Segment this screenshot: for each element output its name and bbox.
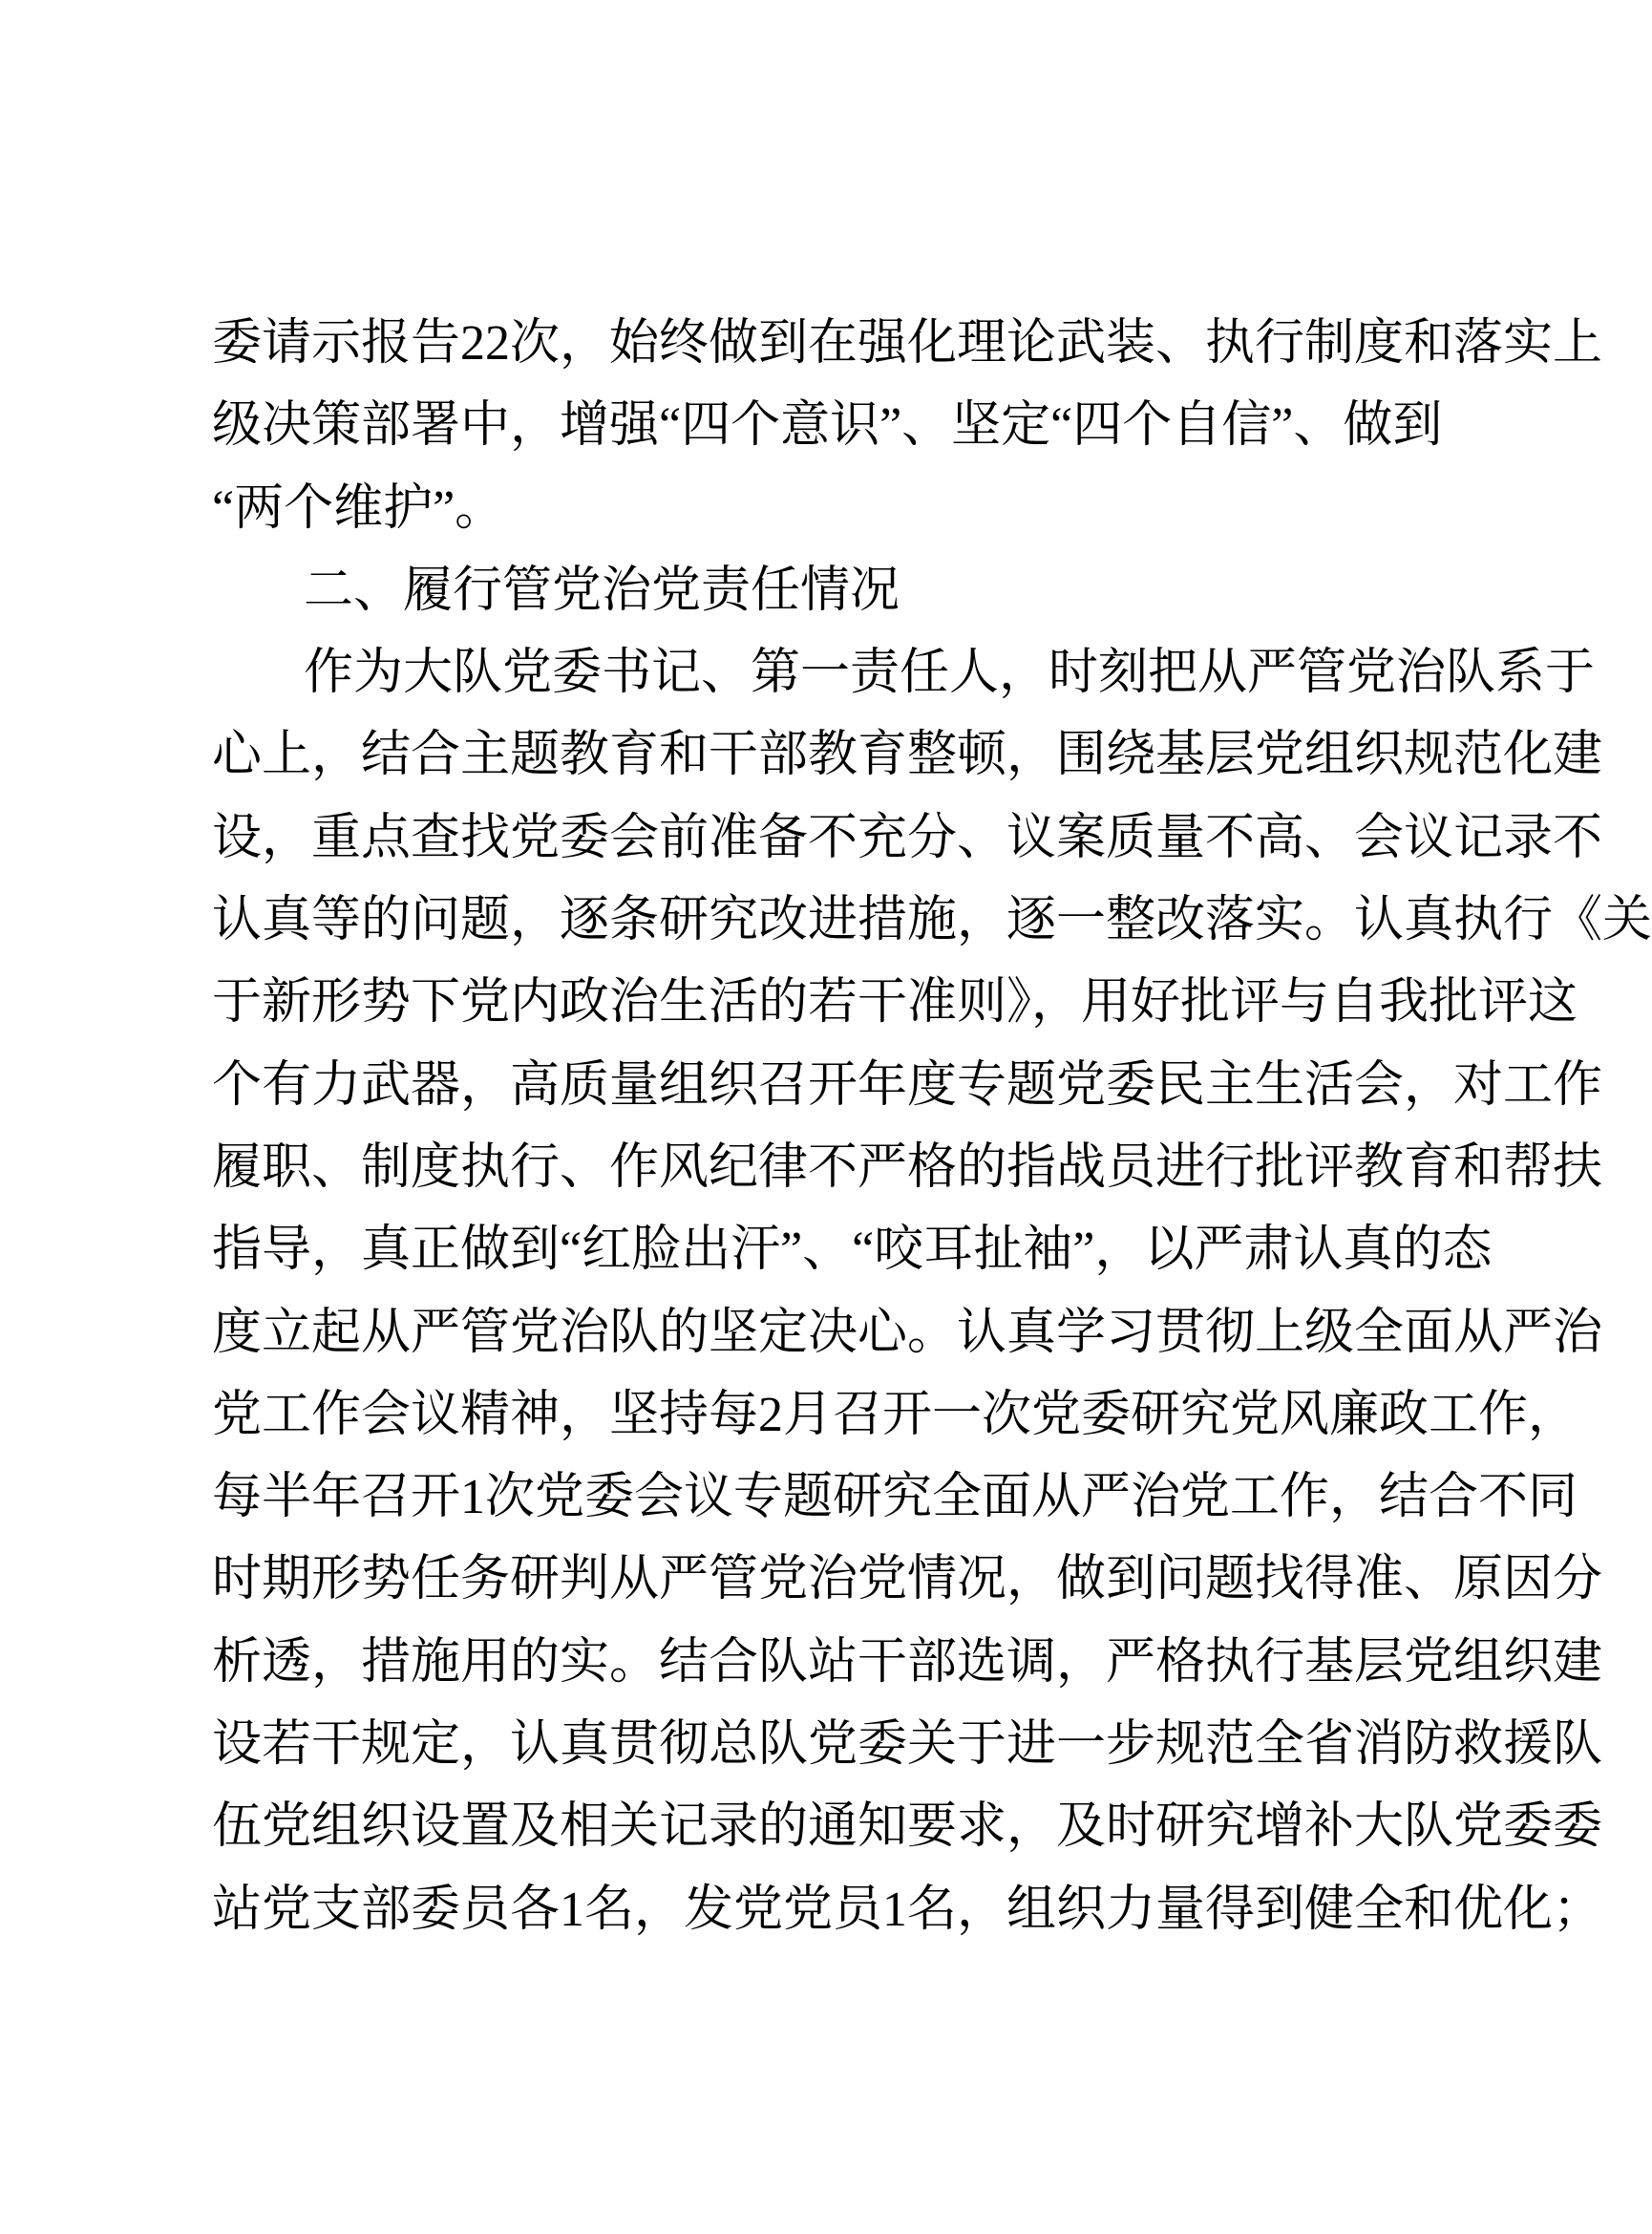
paragraph-line: 履职、制度执行、作风纪律不严格的指战员进行批评教育和帮扶 [212,1139,1603,1195]
paragraph-line: 委请示报告22次，始终做到在强化理论武装、执行制度和落实上 [212,316,1603,371]
document-body [212,303,1652,1951]
paragraph-line: 认真等的问题，逐条研究改进措施，逐一整改落实。认真执行《关 [212,893,1652,948]
section-heading: 二、履行管党治党责任情况 [304,563,900,618]
paragraph-line: 指导，真正做到“红脸出汗”、“咬耳扯袖”，以严肃认真的态 [212,1223,1493,1278]
paragraph-line: 伍党组织设置及相关记录的通知要求，及时研究增补大队党委委 [212,1799,1603,1855]
paragraph-line: 析透，措施用的实。结合队站干部选调，严格执行基层党组织建 [212,1634,1603,1690]
paragraph-line: 党工作会议精神，坚持每2月召开一次党委研究党风廉政工作， [212,1387,1578,1442]
paragraph-line: “两个维护”。 [212,480,505,536]
paragraph-line: 设，重点查找党委会前准备不充分、议案质量不高、会议记录不 [212,810,1603,865]
paragraph-line: 设若干规定，认真贯彻总队党委关于进一步规范全省消防救援队 [212,1717,1603,1773]
paragraph-line: 级决策部署中，增强“四个意识”、坚定“四个自信”、做到 [212,398,1443,454]
paragraph-line: 心上，结合主题教育和干部教育整顿，围绕基层党组织规范化建 [212,728,1603,783]
paragraph-line: 个有力武器，高质量组织召开年度专题党委民主生活会，对工作 [212,1057,1603,1113]
paragraph-line: 于新形势下党内政治生活的若干准则》，用好批评与自我批评这 [212,975,1578,1031]
paragraph-line: 度立起从严管党治队的坚定决心。认真学习贯彻上级全面从严治 [212,1305,1603,1360]
paragraph-line: 每半年召开1次党委会议专题研究全面从严治党工作，结合不同 [212,1470,1578,1525]
paragraph-line: 时期形势任务研判从严管党治党情况，做到问题找得准、原因分 [212,1552,1603,1607]
paragraph-line: 站党支部委员各1名，发党党员1名，组织力量得到健全和优化； [212,1882,1603,1937]
paragraph-line: 作为大队党委书记、第一责任人，时刻把从严管党治队系于 [304,646,1596,701]
